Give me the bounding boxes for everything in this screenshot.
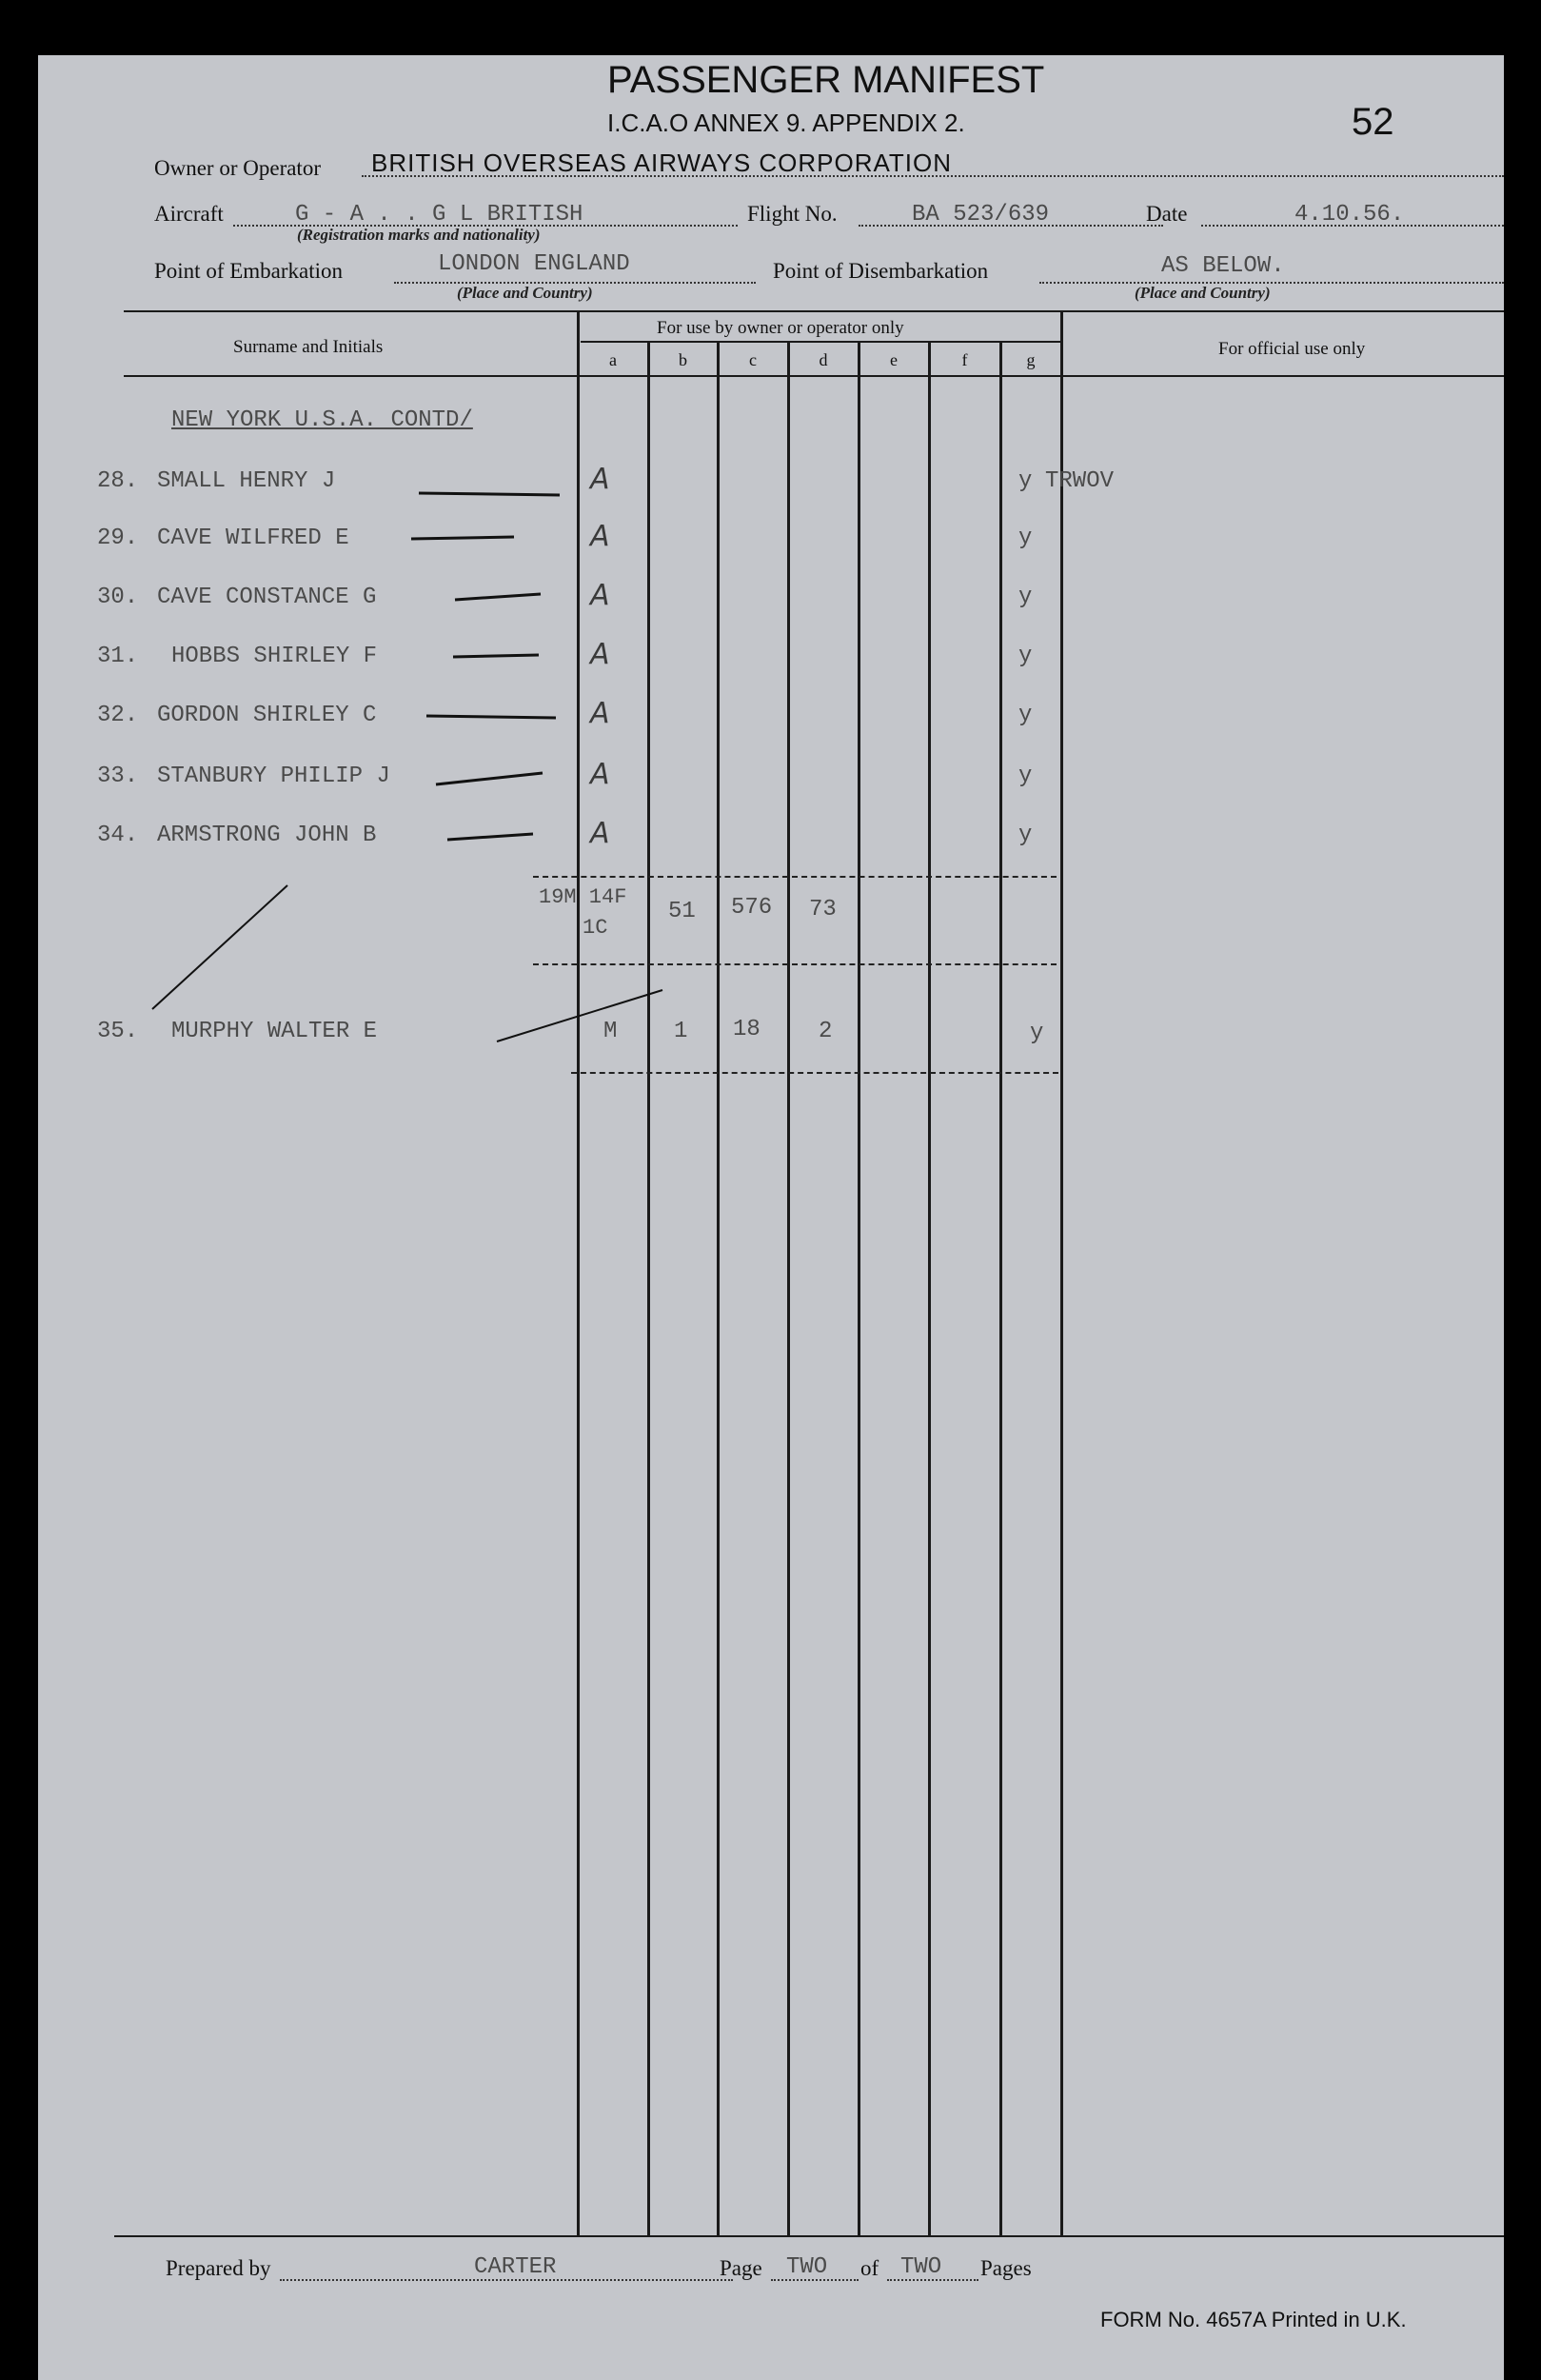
pages-label: Pages (980, 2256, 1032, 2280)
manifest-page (38, 55, 1504, 2380)
embarkation-note: (Place and Country) (457, 284, 593, 302)
column-a-value: A (590, 520, 610, 553)
disembarkation-label: Point of Disembarkation (773, 259, 989, 283)
row-number: 35. (97, 1019, 139, 1044)
aircraft-label: Aircraft (154, 202, 224, 226)
row-number: 34. (97, 823, 139, 848)
column-a-value: A (590, 463, 610, 496)
column-a-value: A (590, 817, 610, 850)
passenger-name: STANBURY PHILIP J (157, 764, 390, 789)
passenger-name: GORDON SHIRLEY C (157, 703, 377, 728)
row-number: 28. (97, 468, 139, 494)
column-header-c: c (749, 350, 757, 369)
row-number: 33. (97, 764, 139, 789)
flight-value: BA 523/639 (912, 202, 1050, 228)
row-number: 31. (97, 644, 139, 669)
column-c-value: 18 (733, 1017, 761, 1042)
column-b-value: 1 (674, 1019, 688, 1044)
disembarkation-note: (Place and Country) (1135, 284, 1271, 302)
passenger-name: HOBBS SHIRLEY F (171, 644, 378, 669)
of-label: of (860, 2256, 879, 2280)
column-a-value: M (603, 1019, 618, 1044)
section-heading: NEW YORK U.S.A. CONTD/ (171, 407, 473, 433)
column-g-value: y (1018, 644, 1033, 669)
column-a-value: A (590, 758, 610, 791)
column-a-value: A (590, 638, 610, 671)
column-header-b: b (679, 350, 687, 369)
passenger-name: MURPHY WALTER E (171, 1019, 378, 1044)
page-label: Page (720, 2256, 762, 2280)
passenger-name: CAVE WILFRED E (157, 526, 349, 551)
surname-header: Surname and Initials (233, 337, 384, 357)
prepared-label: Prepared by (166, 2256, 271, 2280)
column-g-value: y (1018, 703, 1033, 728)
official-header: For official use only (1218, 339, 1366, 359)
page-value: TWO (786, 2254, 828, 2280)
column-a-value: A (590, 579, 610, 612)
column-d-value: 2 (819, 1019, 833, 1044)
row-number: 30. (97, 585, 139, 610)
column-g-value: y (1030, 1021, 1044, 1046)
column-g-value: y (1018, 468, 1033, 494)
of-value: TWO (900, 2254, 942, 2280)
column-g-value: y (1018, 526, 1033, 551)
date-label: Date (1146, 202, 1188, 226)
form-number: FORM No. 4657A Printed in U.K. (1100, 2308, 1407, 2331)
prepared-value: CARTER (474, 2254, 557, 2280)
column-g-value: y (1018, 585, 1033, 610)
document-subtitle: I.C.A.O ANNEX 9. APPENDIX 2. (607, 109, 965, 137)
totals-d: 73 (809, 897, 837, 922)
pen-strokes (38, 55, 1504, 1198)
embarkation-value: LONDON ENGLAND (438, 251, 630, 277)
row-number: 29. (97, 526, 139, 551)
column-g-value: y (1018, 764, 1033, 789)
date-value: 4.10.56. (1294, 202, 1405, 228)
totals-c: 576 (731, 895, 773, 921)
flight-label: Flight No. (747, 202, 838, 226)
totals-a-bottom: 1C (583, 916, 608, 940)
column-header-d: d (819, 350, 828, 369)
table-bottom-rule (114, 2235, 1504, 2237)
passenger-name: SMALL HENRY J (157, 468, 336, 494)
column-header-f: f (961, 350, 968, 369)
official-value: TRWOV (1045, 468, 1115, 494)
column-g-value: y (1018, 823, 1033, 848)
column-a-value: A (590, 697, 610, 730)
page-number: 52 (1352, 101, 1394, 143)
document-title: PASSENGER MANIFEST (607, 59, 1045, 101)
aircraft-value: G - A . . G L BRITISH (295, 202, 583, 228)
passenger-name: ARMSTRONG JOHN B (157, 823, 377, 848)
owner-value: BRITISH OVERSEAS AIRWAYS CORPORATION (371, 149, 953, 177)
totals-b: 51 (668, 899, 696, 924)
owner-label: Owner or Operator (154, 156, 321, 180)
embarkation-label: Point of Embarkation (154, 259, 344, 283)
aircraft-note: (Registration marks and nationality) (297, 226, 541, 244)
column-header-g: g (1026, 350, 1036, 369)
owner-use-header: For use by owner or operator only (657, 318, 904, 338)
column-header-e: e (890, 350, 898, 369)
totals-a-top: 19M 14F (539, 885, 627, 909)
column-header-a: a (609, 350, 617, 369)
disembarkation-value: AS BELOW. (1161, 253, 1285, 279)
passenger-name: CAVE CONSTANCE G (157, 585, 377, 610)
row-number: 32. (97, 703, 139, 728)
